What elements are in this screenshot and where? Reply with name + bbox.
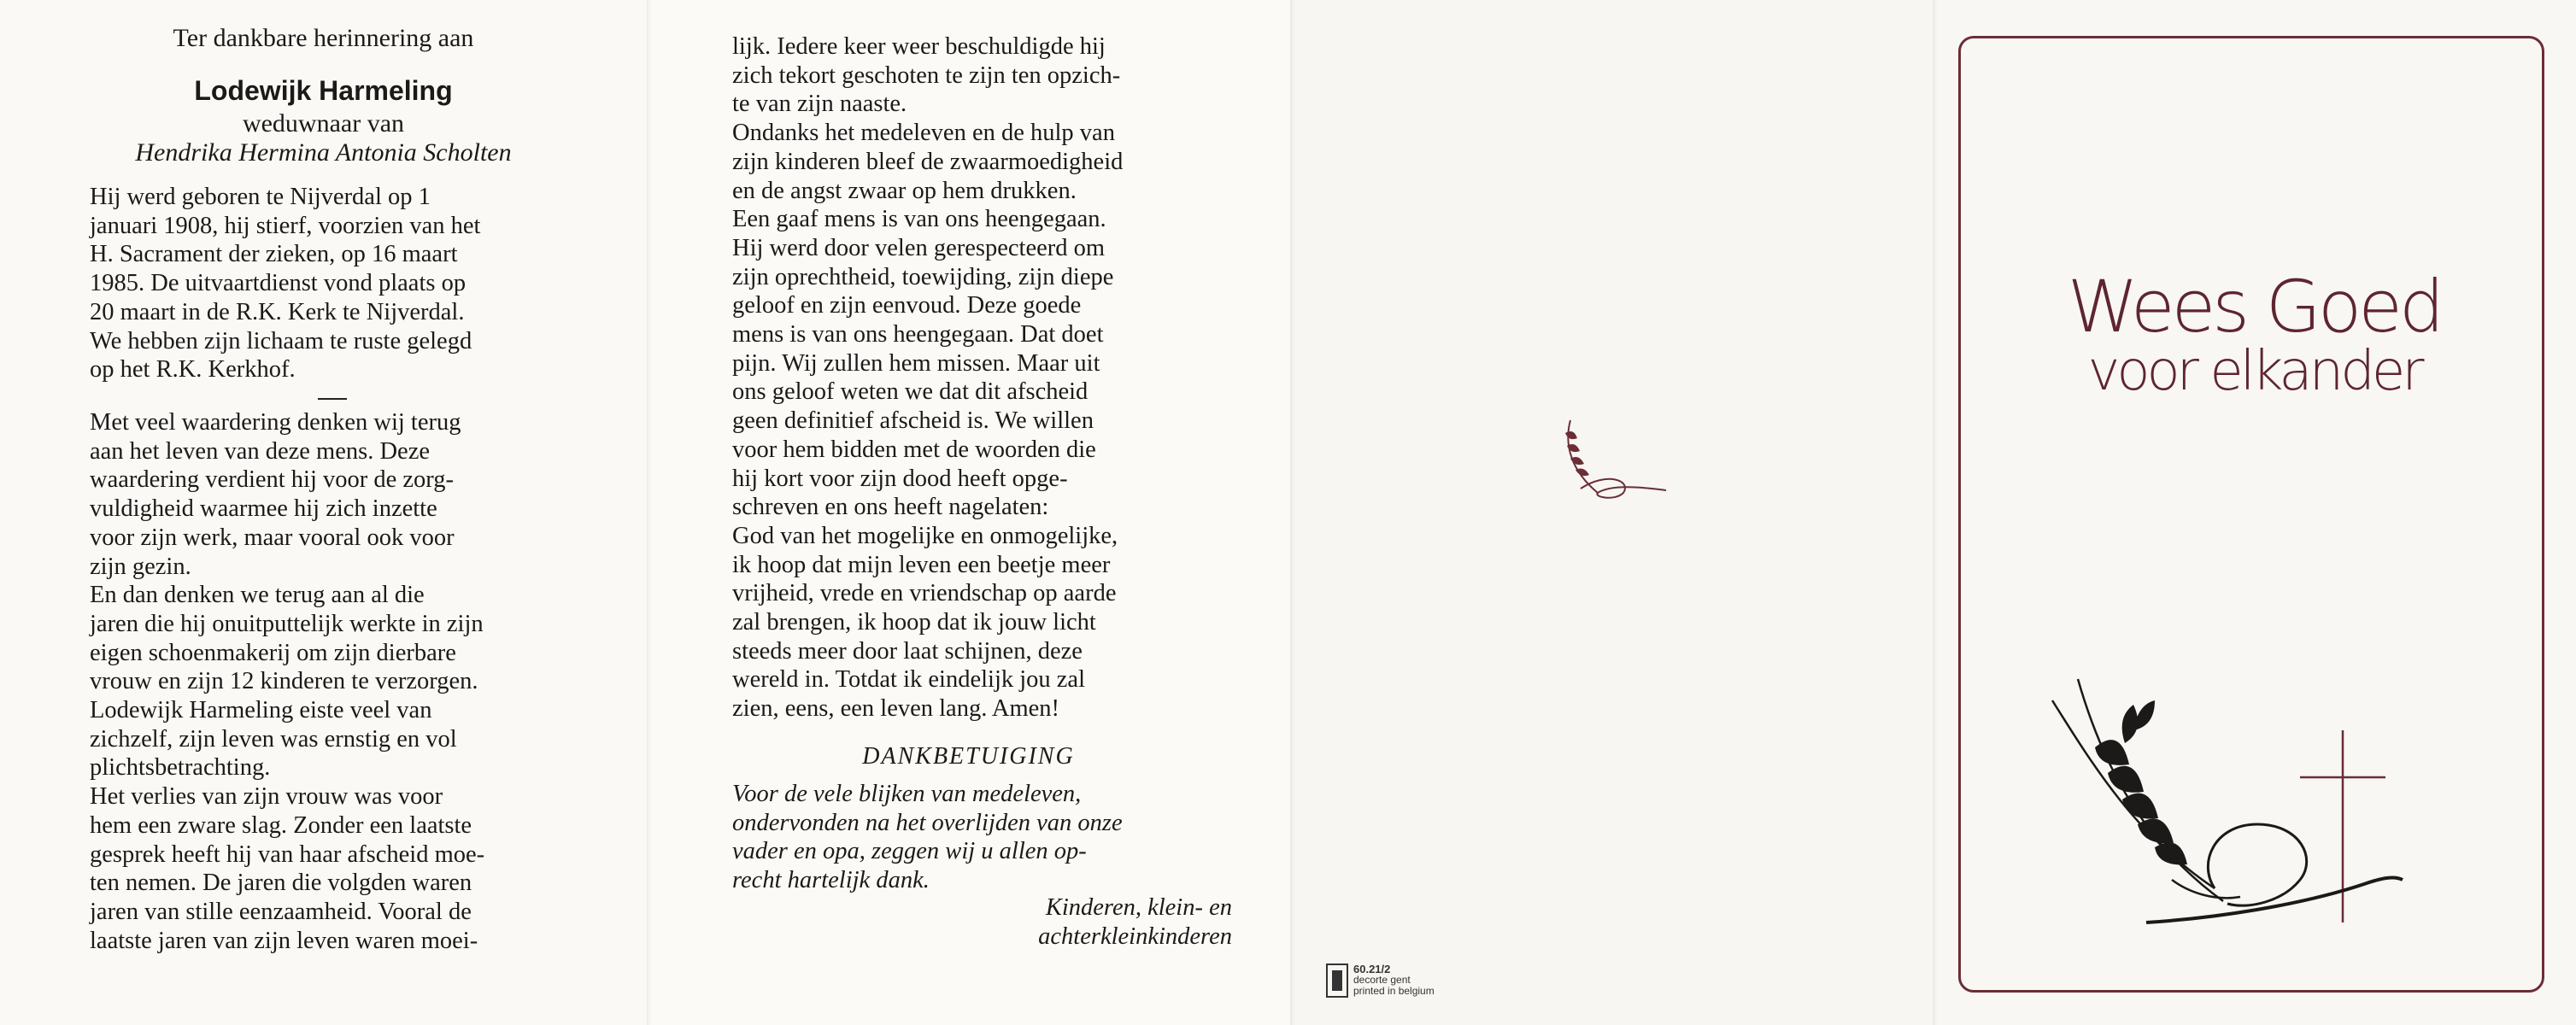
cover-title-line1: Wees Goed xyxy=(2067,265,2442,348)
memory-line: laatste jaren van zijn leven waren moei- xyxy=(90,927,478,954)
prayer-line: zal brengen, ik hoop dat ik jouw licht xyxy=(732,609,1096,636)
memory-line: vuldigheid waarmee hij zich inzette xyxy=(90,495,437,523)
memory-line: Lodewijk Harmeling eiste veel van xyxy=(90,697,432,724)
thanks-heading: DANKBETUIGING xyxy=(862,743,1075,770)
small-wheat-icon xyxy=(1546,412,1675,514)
thanks-line: ondervonden na het overlijden van onze xyxy=(732,809,1123,836)
widower-line: weduwnaar van xyxy=(242,109,405,138)
text-line: zijn oprechtheid, toewijding, zijn diepe xyxy=(732,263,1114,290)
memory-line: jaren die hij onuitputtelijk werkte in zijn xyxy=(90,610,484,637)
prayer-line: ik hoop dat mijn leven een beetje meer xyxy=(732,551,1111,578)
signers-block xyxy=(1038,893,1232,951)
prayer-line: steeds meer door laat schijnen, deze xyxy=(732,637,1083,665)
text-line: zijn kinderen bleef de zwaarmoedigheid xyxy=(732,148,1124,175)
bio-line: 20 maart in de R.K. Kerk te Nijverdal. xyxy=(90,298,465,325)
biography-paragraph xyxy=(90,183,585,384)
memory-line: voor zijn werk, maar vooral ook voor xyxy=(90,524,455,551)
bio-line: We hebben zijn lichaam te ruste gelegd xyxy=(90,327,472,354)
text-line: ons geloof weten we dat dit afscheid xyxy=(732,378,1088,406)
deceased-name: Lodewijk Harmeling xyxy=(194,75,453,106)
prayer-line: zien, eens, een leven lang. Amen! xyxy=(732,695,1060,723)
bio-line: 1985. De uitvaartdienst vond plaats op xyxy=(90,270,466,297)
bio-line: op het R.K. Kerkhof. xyxy=(90,356,296,384)
bio-line: januari 1908, hij stierf, voorzien van het xyxy=(90,212,481,239)
text-line: mens is van ons heengegaan. Dat doet xyxy=(732,321,1104,348)
memory-line: jaren van stille eenzaamheid. Vooral de xyxy=(90,898,472,925)
inner-right-panel xyxy=(647,0,1290,1025)
text-line: Hij werd door velen gerespecteerd om xyxy=(732,234,1106,261)
wheat-cross-icon xyxy=(2044,666,2454,957)
bio-line: H. Sacrament der zieken, op 16 maart xyxy=(90,241,458,268)
text-line: lijk. Iedere keer weer beschuldigde hij xyxy=(732,33,1106,60)
memory-line: aan het leven van deze mens. Deze xyxy=(90,437,430,465)
spouse-name: Hendrika Hermina Antonia Scholten xyxy=(135,138,512,167)
text-line: voor hem bidden met de woorden die xyxy=(732,436,1096,463)
text-line: en de angst zwaar op hem drukken. xyxy=(732,177,1077,204)
continued-text xyxy=(732,32,1229,723)
memorial-paragraph xyxy=(90,408,585,955)
cover-title-line2: voor elkander xyxy=(2087,340,2421,403)
printer-logo-icon xyxy=(1326,964,1348,998)
text-line: geloof en zijn eenvoud. Deze goede xyxy=(732,292,1082,319)
thanks-line: recht hartelijk dank. xyxy=(732,867,930,894)
prayer-line: God van het mogelijke en onmogelijke, xyxy=(732,522,1118,549)
memory-line: gesprek heeft hij van haar afscheid moe- xyxy=(90,840,485,868)
prayer-line: wereld in. Totdat ik eindelijk jou zal xyxy=(732,666,1085,694)
memory-line: plichtsbetrachting. xyxy=(90,754,271,782)
dedication-line: Ter dankbare herinnering aan xyxy=(173,24,474,52)
prayer-line: vrijheid, vrede en vriendschap op aarde xyxy=(732,580,1117,607)
text-line: pijn. Wij zullen hem missen. Maar uit xyxy=(732,349,1100,377)
memory-line: zijn gezin. xyxy=(90,553,191,580)
inner-left-panel xyxy=(0,0,647,1025)
memory-line: zichzelf, zijn leven was ernstig en vol xyxy=(90,725,457,753)
text-line: te van zijn naaste. xyxy=(732,91,907,118)
memory-line: Het verlies van zijn vrouw was voor xyxy=(90,783,443,811)
section-divider xyxy=(318,398,347,400)
signers-line: Kinderen, klein- en xyxy=(1045,894,1232,921)
signers-line: achterkleinkinderen xyxy=(1038,922,1232,950)
text-line: geen definitief afscheid is. We willen xyxy=(732,407,1094,435)
text-line: Een gaaf mens is van ons heengegaan. xyxy=(732,206,1106,233)
text-line: Ondanks het medeleven en de hulp van xyxy=(732,120,1115,147)
memory-line: En dan denken we terug aan al die xyxy=(90,582,425,609)
memory-line: Met veel waardering denken wij terug xyxy=(90,409,461,436)
fold-shadow xyxy=(1290,0,1295,1025)
text-line: hij kort voor zijn dood heeft opge- xyxy=(732,465,1068,492)
memory-line: hem een zware slag. Zonder een laatste xyxy=(90,811,472,839)
thanks-paragraph xyxy=(732,780,1229,895)
memory-line: eigen schoenmakerij om zijn dierbare xyxy=(90,639,456,666)
memory-line: waardering verdient hij voor de zorg- xyxy=(90,466,455,494)
back-panel xyxy=(1290,0,1933,1025)
thanks-line: Voor de vele blijken van medeleven, xyxy=(732,781,1082,807)
text-line: zich tekort geschoten te zijn ten opzich- xyxy=(732,62,1121,89)
fold-shadow xyxy=(647,0,652,1025)
memory-line: ten nemen. De jaren die volgden waren xyxy=(90,870,472,897)
text-line: schreven en ons heeft nagelaten: xyxy=(732,494,1049,521)
printer-name: decorte gent xyxy=(1353,974,1411,986)
thanks-line: vader en opa, zeggen wij u allen op- xyxy=(732,838,1087,865)
memory-line: vrouw en zijn 12 kinderen te verzorgen. xyxy=(90,668,478,695)
printer-place: printed in belgium xyxy=(1353,985,1435,997)
printer-code: 60.21/2 xyxy=(1353,963,1391,975)
cover-panel xyxy=(1933,0,2576,1025)
bio-line: Hij werd geboren te Nijverdal op 1 xyxy=(90,184,431,210)
fold-shadow xyxy=(1933,0,1938,1025)
